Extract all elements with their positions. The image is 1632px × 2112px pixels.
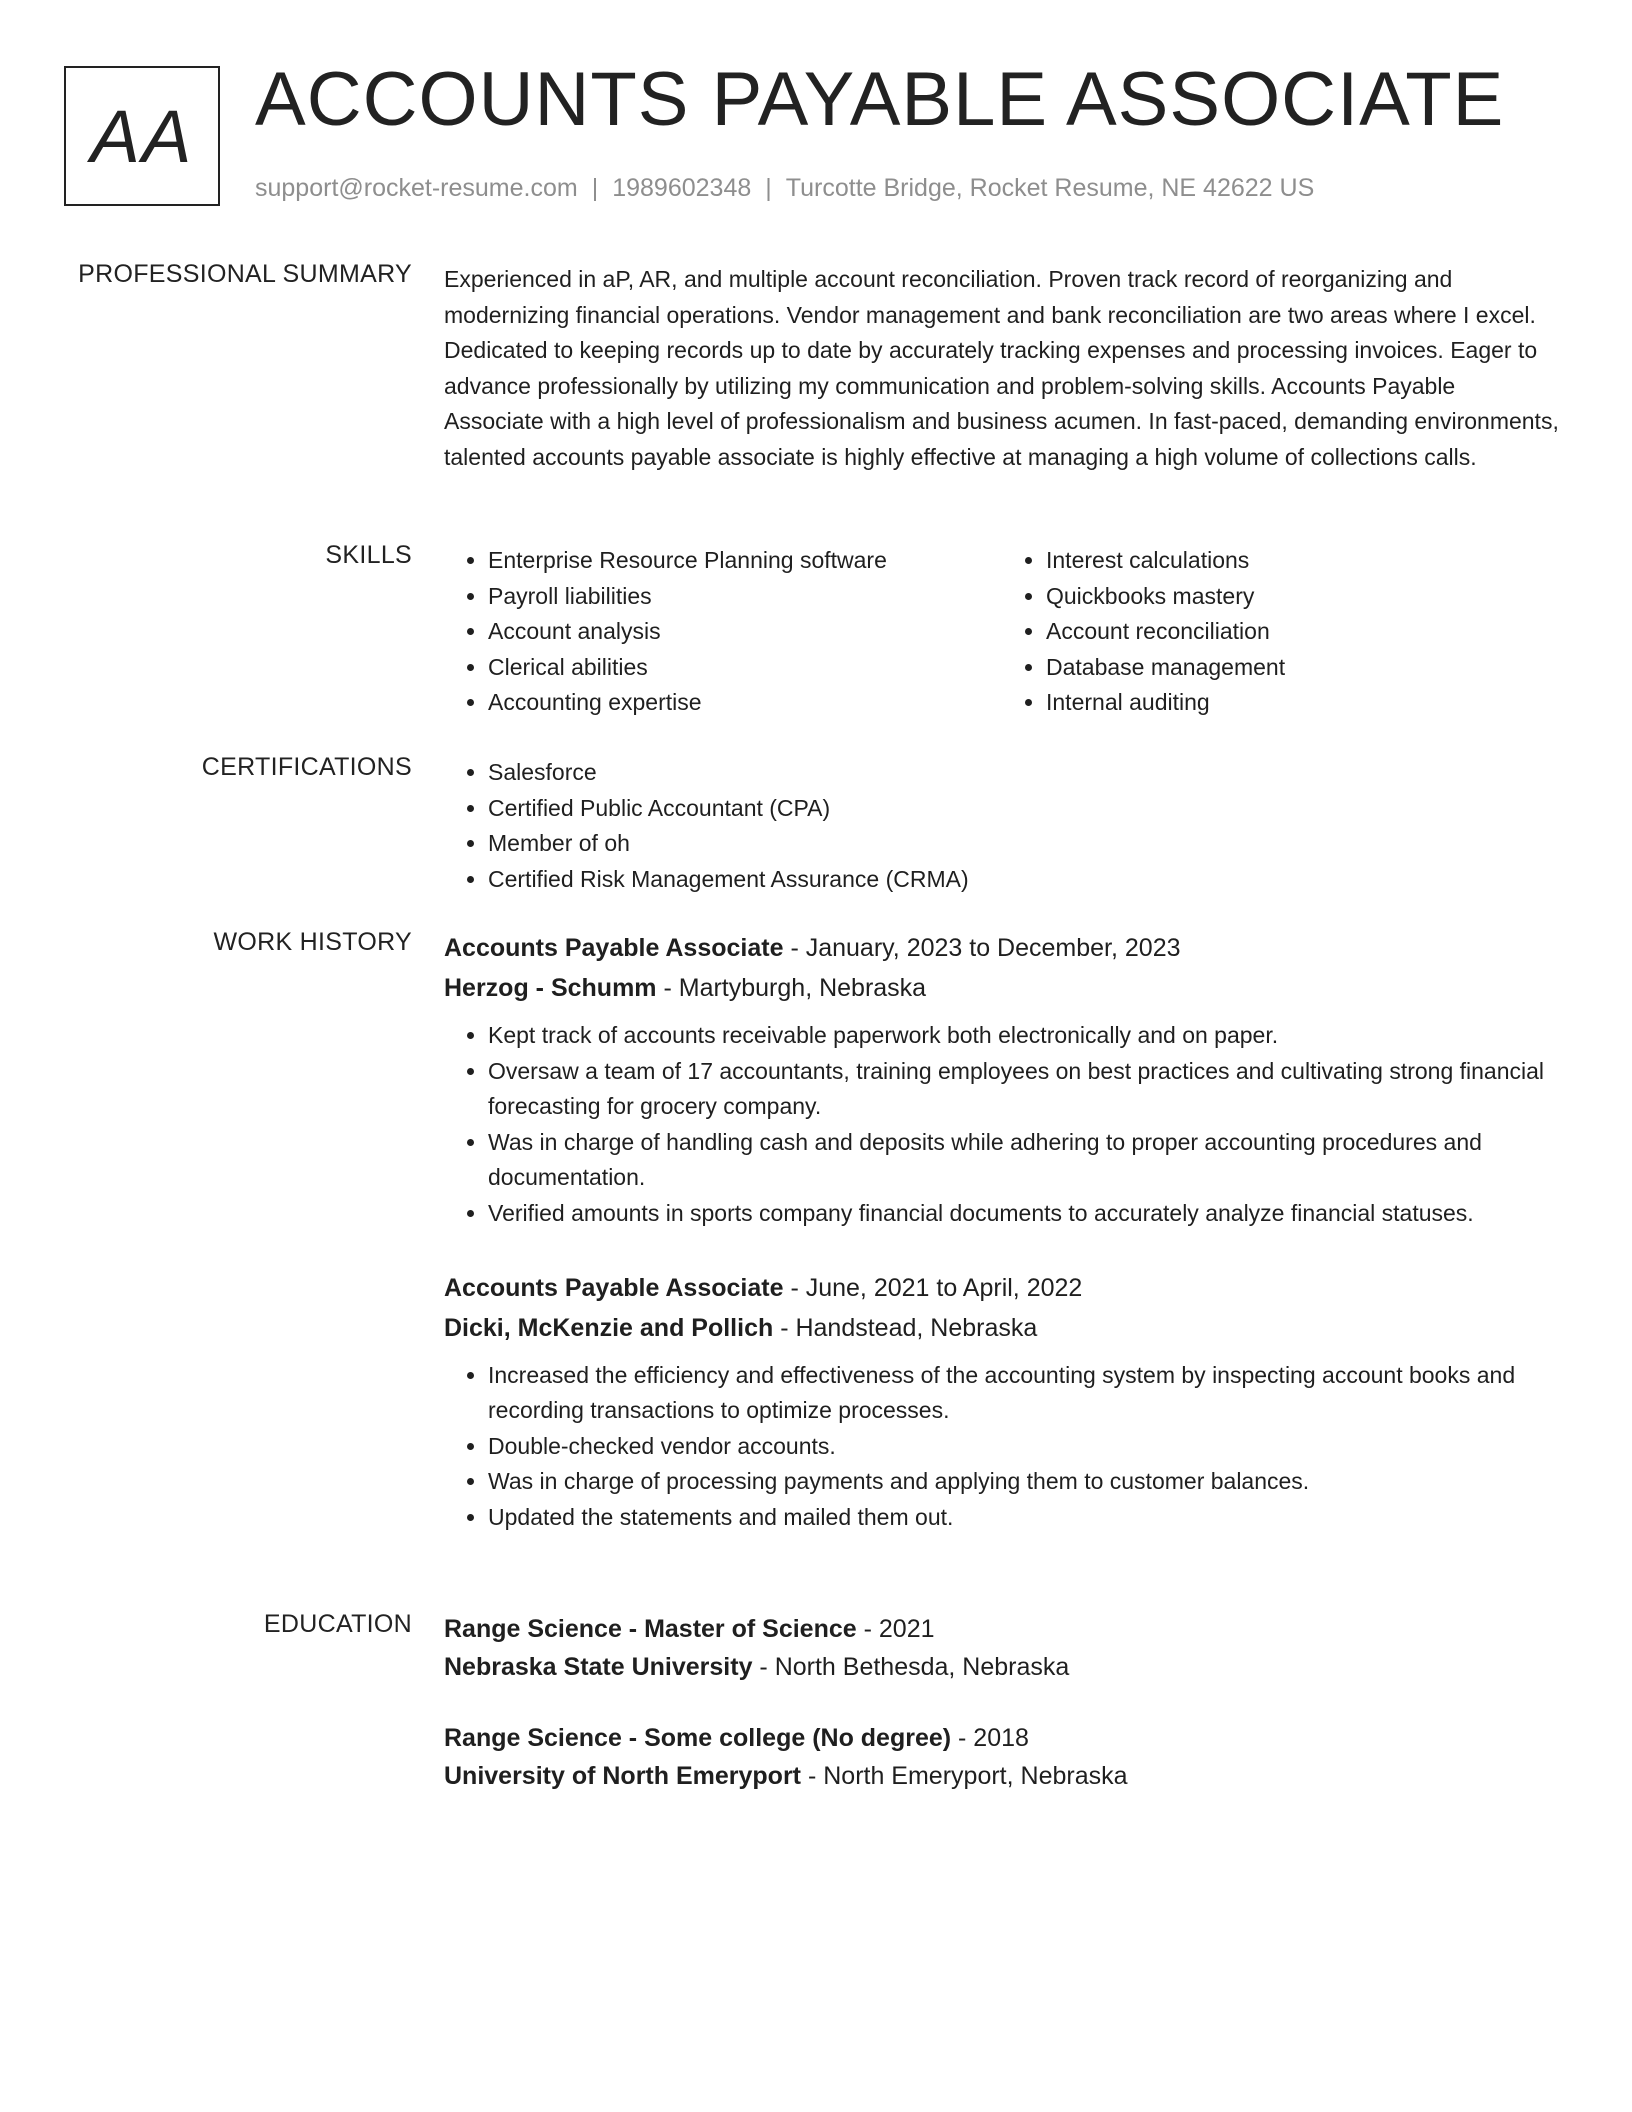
- certification-item: • Member of oh: [488, 826, 1560, 862]
- job-location: - Handstead, Nebraska: [773, 1313, 1038, 1342]
- job-bullet: • Double-checked vendor accounts.: [488, 1429, 1560, 1465]
- job-bullet: • Updated the statements and mailed them out.: [488, 1500, 1560, 1536]
- education-degree: Range Science - Master of Science: [444, 1615, 857, 1643]
- skills-list-right: [1002, 543, 1560, 721]
- job-company: Dicki, McKenzie and Pollich: [444, 1313, 774, 1342]
- certifications-list: [444, 755, 1560, 897]
- job-company-line: [444, 1308, 1560, 1348]
- work-history-content: [444, 928, 1560, 1536]
- job-bullets: [444, 1018, 1560, 1232]
- job-bullets: [444, 1358, 1560, 1536]
- education-entry: [444, 1719, 1560, 1795]
- summary-content: [444, 262, 1560, 476]
- job-entry: [444, 1268, 1560, 1536]
- skill-item: • Accounting expertise: [488, 685, 1002, 721]
- skill-item: • Quickbooks mastery: [1046, 579, 1560, 615]
- job-bullet: • Was in charge of processing payments and applying them to customer balances.: [488, 1464, 1560, 1500]
- job-dates: - June, 2021 to April, 2022: [783, 1273, 1083, 1302]
- job-title-line: [444, 1268, 1560, 1308]
- skill-item: • Payroll liabilities: [488, 579, 1002, 615]
- separator: |: [765, 174, 772, 202]
- education-year: - 2018: [951, 1724, 1029, 1752]
- job-bullet: • Verified amounts in sports company financial documents to accurately analyze financial statuses.: [488, 1196, 1560, 1232]
- skill-item: • Clerical abilities: [488, 650, 1002, 686]
- section-label-education: EDUCATION: [263, 1610, 412, 1638]
- skill-item: • Account reconciliation: [1046, 614, 1560, 650]
- section-label-work-history: WORK HISTORY: [213, 928, 412, 956]
- skill-item: • Internal auditing: [1046, 685, 1560, 721]
- resume-title: ACCOUNTS PAYABLE ASSOCIATE: [255, 57, 1505, 142]
- address: Turcotte Bridge, Rocket Resume, NE 42622 US: [785, 174, 1315, 202]
- education-school-line: [444, 1757, 1560, 1795]
- section-label-skills: SKILLS: [325, 541, 412, 569]
- job-title: Accounts Payable Associate: [444, 1273, 784, 1302]
- job-bullet: • Kept track of accounts receivable paperwork both electronically and on paper.: [488, 1018, 1560, 1054]
- skill-item: • Enterprise Resource Planning software: [488, 543, 1002, 579]
- job-bullet: • Oversaw a team of 17 accountants, training employees on best practices and cultivating strong financial forecasting for grocery company.: [488, 1054, 1560, 1125]
- job-title-line: [444, 928, 1560, 968]
- summary-text: Experienced in aP, AR, and multiple account reconciliation. Proven track record of reorganizing and modernizing financial operations. Vendor management and bank reconciliation are two areas where I excel. Dedicated to keeping records up to date by accurately tracking expenses and processing invoices. Eager to advance professionally by utilizing my communication and problem-solving skills. Accounts Payable Associate with a high level of professionalism and business acumen. In fast-paced, demanding environments, talented accounts payable associate is highly effective at managing a high volume of collections calls.: [444, 266, 1559, 470]
- section-label-certifications: CERTIFICATIONS: [201, 753, 412, 781]
- job-title: Accounts Payable Associate: [444, 934, 784, 962]
- education-degree-line: [444, 1719, 1560, 1757]
- certifications-content: [444, 755, 1560, 897]
- certification-item: • Salesforce: [488, 755, 1560, 791]
- monogram: AA: [64, 66, 220, 206]
- certification-item: • Certified Public Accountant (CPA): [488, 791, 1560, 827]
- skill-item: • Account analysis: [488, 614, 1002, 650]
- education-school: University of North Emeryport: [444, 1762, 802, 1790]
- skills-content: [444, 543, 1560, 721]
- job-company-line: [444, 968, 1560, 1008]
- job-bullet: • Was in charge of handling cash and deposits while adhering to proper accounting procedures and documentation.: [488, 1125, 1560, 1196]
- skill-item: • Interest calculations: [1046, 543, 1560, 579]
- skill-item: • Database management: [1046, 650, 1560, 686]
- separator: |: [591, 174, 599, 202]
- skills-list-left: [444, 543, 1002, 721]
- phone[interactable]: 1989602348: [612, 174, 752, 202]
- contact-line: [255, 174, 1314, 203]
- job-location: - Martyburgh, Nebraska: [656, 974, 927, 1002]
- education-location: - North Emeryport, Nebraska: [801, 1762, 1128, 1790]
- certification-item: • Certified Risk Management Assurance (CRMA): [488, 862, 1560, 898]
- education-location: - North Bethesda, Nebraska: [752, 1653, 1070, 1681]
- section-label-summary: PROFESSIONAL SUMMARY: [78, 260, 412, 288]
- education-entry: [444, 1610, 1560, 1686]
- education-school: Nebraska State University: [444, 1653, 753, 1681]
- education-content: [444, 1610, 1560, 1795]
- job-entry: [444, 928, 1560, 1232]
- job-company: Herzog - Schumm: [444, 974, 657, 1002]
- education-year: - 2021: [856, 1615, 935, 1643]
- education-degree-line: [444, 1610, 1560, 1648]
- job-dates: - January, 2023 to December, 2023: [783, 934, 1181, 962]
- job-bullet: • Increased the efficiency and effectiveness of the accounting system by inspecting account books and recording transactions to optimize processes.: [488, 1358, 1560, 1429]
- education-school-line: [444, 1648, 1560, 1686]
- email[interactable]: support@rocket-resume.com: [255, 174, 578, 202]
- education-degree: Range Science - Some college (No degree): [444, 1724, 952, 1752]
